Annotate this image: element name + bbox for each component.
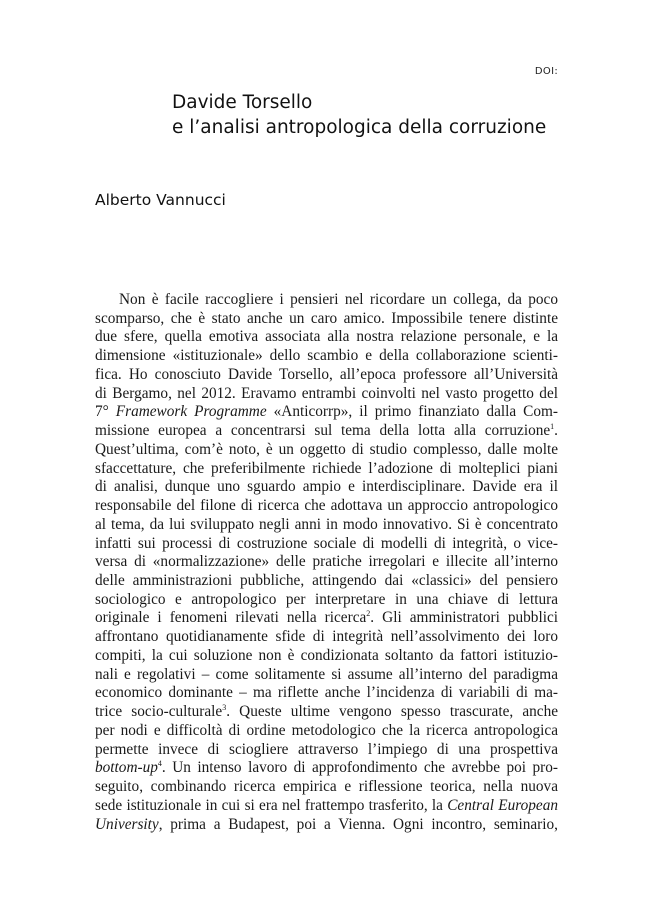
body-text-span: originale i fenomeni rilevati nella ricerca bbox=[95, 609, 367, 627]
body-line: dimensione «istituzionale» dello scambio e della collaborazione scienti- bbox=[95, 347, 558, 365]
body-line bbox=[95, 703, 558, 722]
footnote-marker: 1 bbox=[550, 422, 555, 432]
body-text-span: 7° bbox=[95, 403, 116, 421]
article-title-line-1: Davide Torsello bbox=[172, 92, 313, 113]
body-text-span: . Un intenso lavoro di approfondimento che avrebbe poi pro- bbox=[161, 759, 558, 777]
body-text-span: missione europea a concentrarsi sul tema della lotta alla corruzione bbox=[95, 422, 551, 440]
body-text-span: . Gli amministratori pubblici bbox=[370, 609, 558, 627]
body-text-span: «Anticorrp», il primo finanziato dalla Com- bbox=[266, 403, 558, 421]
italic-institution-name: Central European bbox=[447, 796, 558, 814]
body-line: nali e regolativi – come solitamente si assume all’interno del paradigma bbox=[95, 665, 558, 683]
doi-label: DOI: bbox=[534, 66, 558, 77]
footnote-marker: 4 bbox=[157, 759, 162, 769]
body-line: di analisi, dunque uno sguardo ampio e interdisciplinare. Davide era il bbox=[95, 478, 558, 496]
body-line: sociologico e antropologico per interpretare in una chiave di lettura bbox=[95, 590, 558, 608]
body-line bbox=[95, 759, 558, 778]
body-line: affrontano quotidianamente sfide di integrità nell’assolvimento dei loro bbox=[95, 628, 558, 646]
body-line: Quest’ultima, com’è noto, è un oggetto di studio complesso, dalle molte bbox=[95, 440, 558, 458]
italic-term: bottom-up bbox=[95, 759, 158, 777]
body-paragraph bbox=[95, 291, 558, 834]
body-line: infatti sui processi di costruzione sociale di modelli di integrità, o vice- bbox=[95, 534, 558, 552]
body-text-span: . bbox=[554, 422, 558, 440]
body-line: permette invece di sciogliere attraverso l’impiego di una prospettiva bbox=[95, 740, 558, 758]
body-line: scomparso, che è stato anche un caro amico. Impossibile tenere distinte bbox=[95, 309, 558, 327]
italic-institution-name: University bbox=[95, 815, 159, 833]
body-text-span: . Queste ultime vengono spesso trascurate, anche bbox=[226, 703, 559, 721]
italic-program-name: Framework Programme bbox=[115, 403, 267, 421]
body-line bbox=[95, 609, 558, 628]
author-name: Alberto Vannucci bbox=[95, 191, 226, 209]
body-line: economico dominante – ma riflette anche l’incidenza di variabili di ma- bbox=[95, 684, 558, 702]
body-line: per nodi e difficoltà di ordine metodologico che la ricerca antropologica bbox=[95, 721, 558, 739]
body-line bbox=[95, 816, 558, 835]
body-line: di Bergamo, nel 2012. Eravamo entrambi coinvolti nel vasto progetto del bbox=[95, 384, 558, 402]
body-line: seguito, combinando ricerca empirica e riflessione teorica, nella nuova bbox=[95, 778, 558, 796]
body-line: responsabile del filone di ricerca che adottava un approccio antropologico bbox=[95, 497, 558, 515]
body-line: al tema, da lui sviluppato negli anni in modo innovativo. Si è concentrato bbox=[95, 515, 558, 533]
footnote-marker: 3 bbox=[222, 703, 227, 713]
body-line: due sfere, quella emotiva associata alla nostra relazione personale, e la bbox=[95, 328, 558, 346]
body-text-span: , prima a Budapest, poi a Vienna. Ogni incontro, seminario, bbox=[158, 815, 558, 833]
article-title-line-2: e l’analisi antropologica della corruzione bbox=[172, 117, 547, 138]
body-text-span: trice socio-culturale bbox=[95, 703, 223, 721]
body-text-span: sede istituzionale in cui si era nel frattempo trasferito, la bbox=[95, 796, 448, 814]
body-line: delle amministrazioni pubbliche, attingendo dai «classici» del pensiero bbox=[95, 572, 558, 590]
body-line bbox=[95, 422, 558, 441]
body-line: versa di «normalizzazione» delle pratiche irregolari e illecite all’interno bbox=[95, 553, 558, 571]
body-line bbox=[95, 403, 558, 422]
body-line: sfaccettature, che preferibilmente richiede l’adozione di molteplici piani bbox=[95, 459, 558, 477]
article-title bbox=[172, 90, 592, 140]
body-line: fica. Ho conosciuto Davide Torsello, all’epoca professore all’Università bbox=[95, 365, 558, 383]
footnote-marker: 2 bbox=[366, 609, 371, 619]
body-line: Non è facile raccogliere i pensieri nel ricordare un collega, da poco bbox=[119, 291, 558, 308]
body-line bbox=[95, 797, 558, 816]
body-line: compiti, la cui soluzione non è condizionata soltanto da fattori istituzio- bbox=[95, 646, 558, 664]
